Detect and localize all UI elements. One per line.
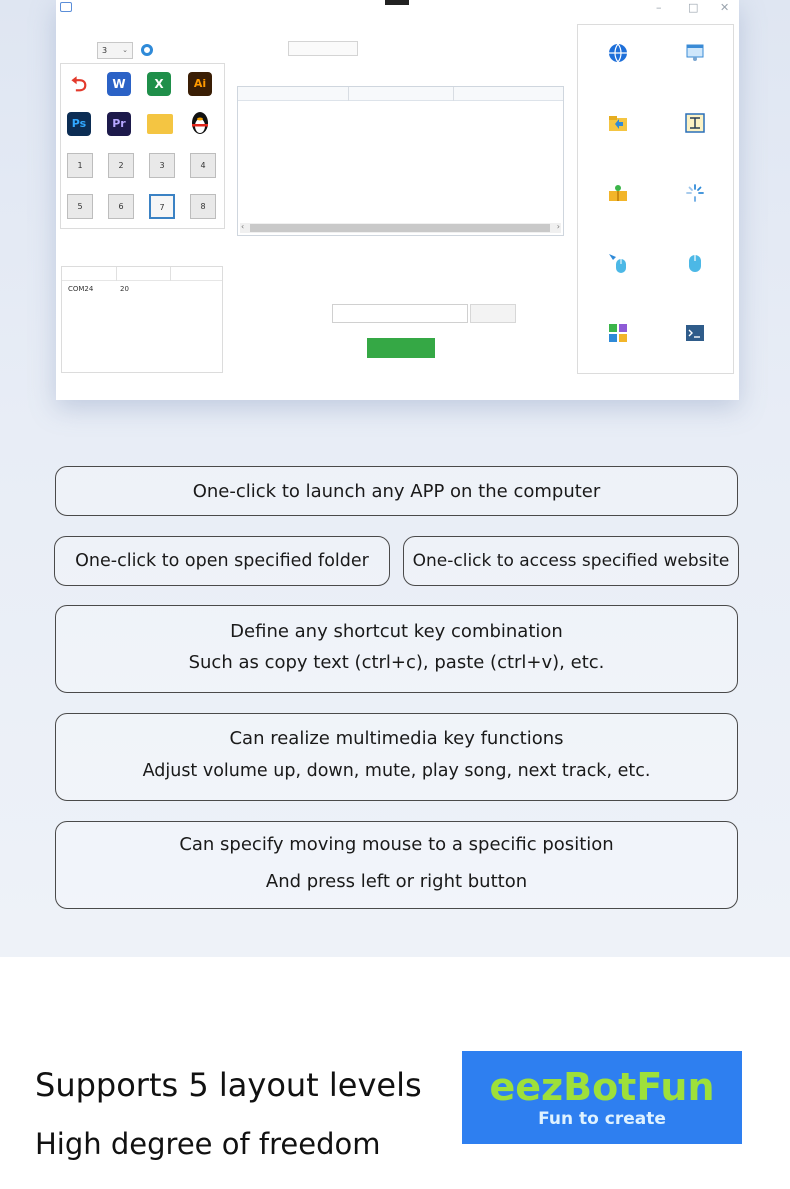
screen-notch bbox=[385, 0, 409, 5]
gear-icon[interactable] bbox=[141, 44, 153, 56]
mouse-icon[interactable] bbox=[684, 252, 706, 274]
multimedia-icon[interactable] bbox=[607, 322, 629, 344]
key-button-2[interactable]: 2 bbox=[108, 153, 134, 178]
maximize-button[interactable]: □ bbox=[688, 1, 699, 14]
key-button-8[interactable]: 8 bbox=[190, 194, 216, 219]
feature-shortcut-keys bbox=[55, 605, 738, 693]
text-cursor-icon[interactable] bbox=[684, 112, 706, 134]
minimize-button[interactable]: – bbox=[656, 1, 662, 14]
config-table bbox=[237, 86, 564, 236]
globe-icon[interactable] bbox=[607, 42, 629, 64]
window-icon[interactable] bbox=[684, 42, 706, 64]
key-button-1[interactable]: 1 bbox=[67, 153, 93, 178]
table-header bbox=[238, 87, 563, 101]
com-port-cell[interactable]: COM24 bbox=[68, 285, 94, 293]
illustrator-icon[interactable]: Ai bbox=[188, 72, 212, 96]
feature-shortcut-line2: Such as copy text (ctrl+c), paste (ctrl+v), etc. bbox=[188, 652, 605, 673]
word-icon[interactable]: W bbox=[107, 72, 131, 96]
feature-mouse-control bbox=[55, 821, 738, 909]
freedom-subheading: High degree of freedom bbox=[35, 1127, 381, 1161]
close-button[interactable]: ✕ bbox=[720, 1, 730, 14]
folder-arrow-icon[interactable] bbox=[607, 112, 629, 134]
logo-main-text: eezBotFun bbox=[489, 1065, 715, 1109]
mouse-move-icon[interactable] bbox=[607, 252, 629, 274]
serial-table-header bbox=[62, 267, 222, 281]
app-logo-icon bbox=[60, 2, 72, 12]
feature-launch-app-text: One-click to launch any APP on the computer bbox=[192, 481, 601, 502]
photoshop-icon[interactable]: Ps bbox=[67, 112, 91, 136]
key-button-3[interactable]: 3 bbox=[149, 153, 175, 178]
eezbotfun-logo bbox=[462, 1051, 742, 1144]
feature-shortcut-line1: Define any shortcut key combination bbox=[230, 621, 563, 642]
feature-mouse-line2: And press left or right button bbox=[265, 871, 528, 892]
package-icon[interactable] bbox=[607, 182, 629, 204]
scroll-left-icon[interactable]: ‹ bbox=[241, 222, 245, 231]
function-icon-panel bbox=[577, 24, 734, 374]
feature-multimedia-keys bbox=[55, 713, 738, 801]
excel-icon[interactable]: X bbox=[147, 72, 171, 96]
run-button[interactable] bbox=[367, 338, 435, 358]
feature-open-folder-text: One-click to open specified folder bbox=[75, 551, 369, 571]
key-button-6[interactable]: 6 bbox=[108, 194, 134, 219]
feature-mouse-line1: Can specify moving mouse to a specific position bbox=[179, 834, 614, 855]
premiere-icon[interactable]: Pr bbox=[107, 112, 131, 136]
scroll-thumb[interactable] bbox=[250, 224, 550, 232]
feature-launch-app bbox=[55, 466, 738, 516]
com-value-cell[interactable]: 20 bbox=[120, 285, 129, 293]
feature-access-website bbox=[403, 536, 739, 586]
name-input[interactable] bbox=[288, 41, 358, 56]
loading-icon[interactable] bbox=[684, 182, 706, 204]
horizontal-scrollbar[interactable] bbox=[240, 223, 561, 233]
key-button-7[interactable]: 7 bbox=[149, 194, 175, 219]
feature-multimedia-line2: Adjust volume up, down, mute, play song, next track, etc. bbox=[142, 761, 651, 781]
config-app-window bbox=[56, 0, 739, 400]
scroll-right-icon[interactable]: › bbox=[556, 222, 560, 231]
chevron-down-icon: ⌄ bbox=[122, 46, 128, 54]
key-button-5[interactable]: 5 bbox=[67, 194, 93, 219]
qq-penguin-icon[interactable] bbox=[188, 110, 212, 134]
feature-multimedia-line1: Can realize multimedia key functions bbox=[229, 728, 564, 749]
browse-button[interactable] bbox=[470, 304, 516, 323]
feature-open-folder bbox=[54, 536, 390, 586]
feature-access-website-text: One-click to access specified website bbox=[412, 551, 730, 571]
logo-sub-text: Fun to create bbox=[538, 1109, 666, 1129]
serial-port-table bbox=[61, 266, 223, 373]
key-button-4[interactable]: 4 bbox=[190, 153, 216, 178]
app-shortcut-panel bbox=[60, 63, 225, 229]
path-input[interactable] bbox=[332, 304, 468, 323]
folder-icon[interactable] bbox=[147, 114, 173, 134]
terminal-icon[interactable] bbox=[684, 322, 706, 344]
undo-icon[interactable]: ⮌ bbox=[67, 72, 91, 96]
layer-select-value: 3 bbox=[102, 46, 108, 55]
layout-levels-heading: Supports 5 layout levels bbox=[35, 1066, 422, 1104]
layer-select[interactable] bbox=[97, 42, 133, 59]
